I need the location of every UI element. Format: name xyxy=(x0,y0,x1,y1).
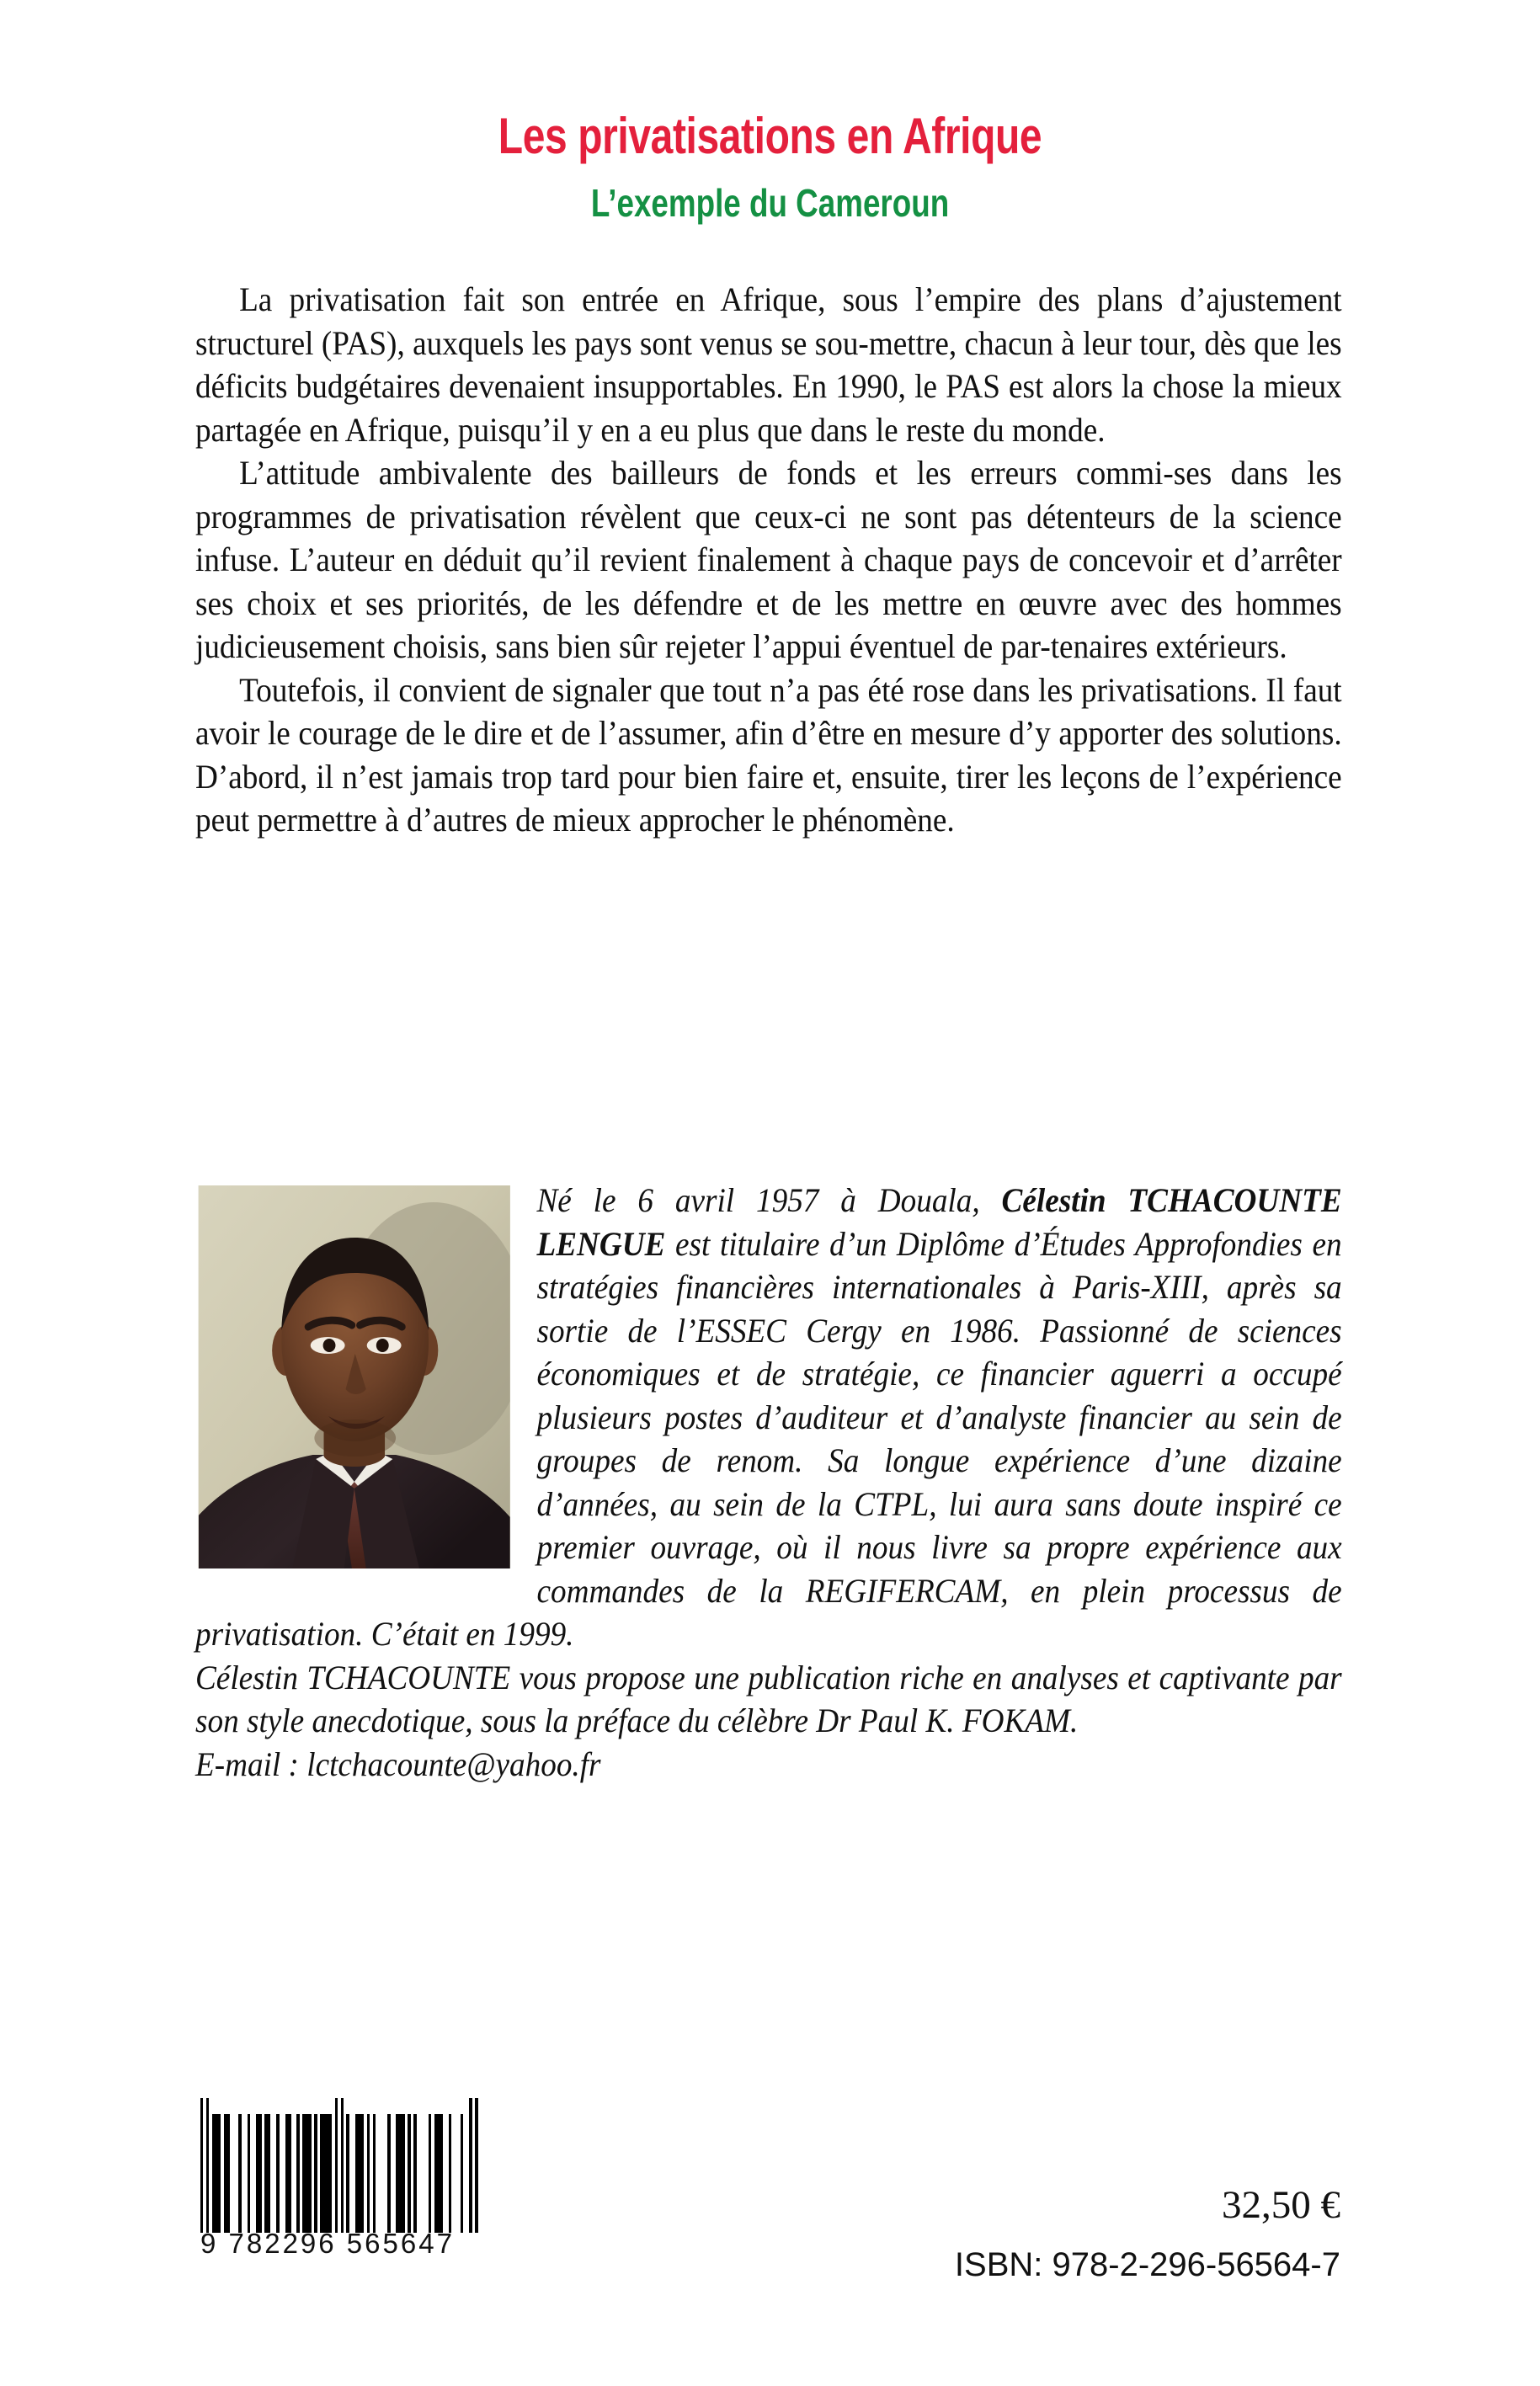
biography-lead-before-name: Né le 6 avril 1957 à Douala, xyxy=(536,1181,1002,1219)
biography-block xyxy=(195,1179,1342,1786)
author-name: Célestin TCHACOUNTE LENGUE xyxy=(536,1181,1342,1263)
biography-paragraph xyxy=(195,1179,1342,1656)
price-label: 32,50 € xyxy=(1222,2183,1340,2227)
barcode-bars xyxy=(200,2098,478,2233)
barcode-digits: 9 782296 565647 xyxy=(200,2228,455,2259)
title-block xyxy=(0,108,1540,225)
page-title: Les privatisations en Afrique xyxy=(498,108,1042,164)
author-email-line: E-mail : lctchacounte@yahoo.fr xyxy=(195,1744,601,1783)
blurb-paragraph-3: Toutefois, il convient de signaler que tout n’a pas été rose dans les privatisations. Il faut avoir le courage de le dire et de l’assumer, afin d’être en mesure d’y apporter des solutions. D’abord, il n’est jamais trop tard pour bien faire et, ensuite, tirer les leçons de l’expérience peut permettre à d’autres de mieux approcher le phénomène. xyxy=(195,670,1342,839)
biography-closing-paragraph: Célestin TCHACOUNTE vous propose une publication riche en analyses et captivante par son style anecdotique, sous la préface du célèbre Dr Paul K. FOKAM. xyxy=(195,1658,1342,1739)
blurb-paragraph-2: L’attitude ambivalente des bailleurs de fonds et les erreurs commi-ses dans les programmes de privatisation révèlent que ceux-ci ne sont pas détenteurs de la science infuse. L’auteur en déduit qu’il revient finalement à chaque pays de concevoir et d’arrêter ses choix et ses priorités, de les défendre et de les mettre en œuvre avec des hommes judicieusement choisis, sans bien sûr rejeter l’appui éventuel de par-tenaires extérieurs. xyxy=(195,454,1342,665)
biography-lead-after-name: est titulaire d’un Diplôme d’Études Approfondies en stratégies financières internationales à Paris-XIII, après sa sortie de l’ESSEC Cergy en 1986. Passionné de sciences économiques et de stratégie, ce financier aguerri a occupé plusieurs postes d’auditeur et d’analyste financier au sein de groupes de renom. Sa longue expérience d’une dizaine d’années, au sein de la CTPL, lui aura sans doute inspiré ce premier ouvrage, où il nous livre sa propre expérience aux commandes de la REGIFERCAM, en plein processus de privatisation. C’était en 1999. xyxy=(195,1224,1342,1653)
page-subtitle: L’exemple du Cameroun xyxy=(590,181,950,225)
barcode xyxy=(200,2098,478,2260)
isbn-label: ISBN: 978-2-296-56564-7 xyxy=(954,2246,1340,2283)
blurb-paragraph-1: La privatisation fait son entrée en Afrique, sous l’empire des plans d’ajustement structurel (PAS), auxquels les pays sont venus se sou-mettre, chacun à leur tour, dès que les déficits budgétaires devenaient insupportables. En 1990, le PAS est alors la chose la mieux partagée en Afrique, puisqu’il y en a eu plus que dans le reste du monde. xyxy=(195,280,1342,449)
author-portrait-photo xyxy=(199,1185,510,1568)
blurb-text-column xyxy=(195,278,1342,842)
